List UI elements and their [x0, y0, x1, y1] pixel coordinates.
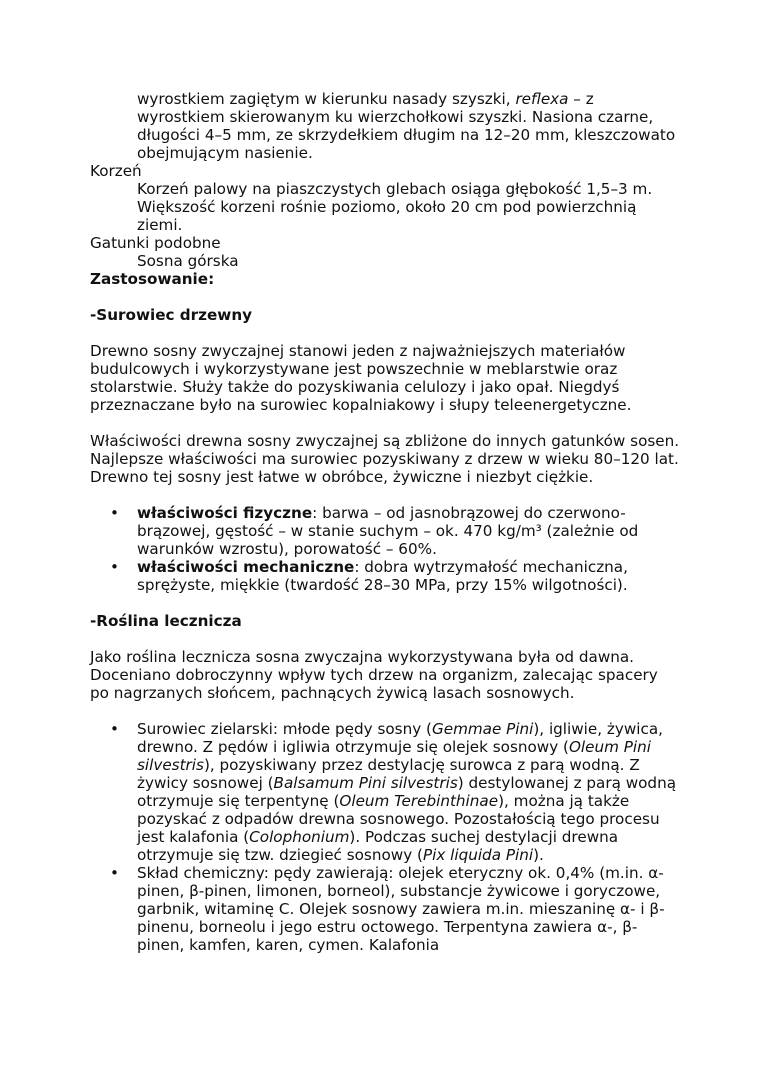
text-run: Surowiec zielarski: młode pędy sosny (	[137, 720, 432, 738]
italic-term: Oleum Terebinthinae	[339, 792, 499, 810]
similar-species-value: Sosna górska	[137, 252, 239, 270]
italic-term: reflexa	[515, 90, 569, 108]
usage-heading: Zastosowanie:	[90, 270, 215, 288]
spacer	[90, 414, 680, 432]
italic-term: Pix liquida Pini	[422, 846, 534, 864]
list-item	[90, 864, 680, 954]
root-description: Korzeń palowy na piaszczystych glebach osiąga głębokość 1,5–3 m. Większość korzeni rośnie poziomo, około 20 cm pod powierzchnią ziemi.	[137, 180, 653, 234]
medicinal-paragraph: Jako roślina lecznicza sosna zwyczajna wykorzystywana była od dawna. Doceniano dobroczynny wpływ tych drzew na organizm, zalecając spacery po nagrzanych słońcem, pachnących żywicą lasach sosnowych.	[90, 648, 658, 702]
list-item	[90, 558, 680, 594]
spacer	[90, 486, 680, 504]
cone-description-paragraph	[90, 90, 680, 162]
root-label: Korzeń	[90, 162, 142, 180]
document-page	[90, 90, 680, 954]
list-item-text: Skład chemiczny: pędy zawierają: olejek eteryczny ok. 0,4% (m.in. α-pinen, β-pinen, limonen, borneol), substancje żywicowe i goryczowe, garbnik, witaminę C. Olejek sosnowy zawiera m.in. mieszaninę α- i β-pinenu, borneolu i jego estru octowego. Terpentyna zawiera α-, β-pinen, kamfen, karen, cymen. Kalafonia	[137, 864, 665, 954]
italic-term: Gemmae Pini	[431, 720, 534, 738]
bullet-icon: •	[110, 720, 119, 738]
list-item-text: : barwa – od jasnobrązowej do czerwono-brązowej, gęstość – w stanie suchym – ok. 470 kg/m³ (zależnie od warunków wzrostu), porowatość – 60%.	[137, 504, 639, 558]
list-item-label: właściwości fizyczne	[137, 504, 313, 522]
text-run: – z wyrostkiem skierowanym ku wierzchołkowi szyszki. Nasiona czarne, długości 4–5 mm, ze skrzydełkiem długim na 12–20 mm, kleszczowato obejmującym nasienie.	[137, 90, 676, 162]
list-item	[90, 504, 680, 558]
italic-term: Colophonium	[249, 828, 350, 846]
spacer	[90, 324, 680, 342]
text-run: wyrostkiem zagiętym w kierunku nasady szyszki,	[137, 90, 516, 108]
text-run: ), można ją także pozyskać z odpadów drewna sosnowego. Pozostałością tego procesu jest kalafonia (	[137, 792, 660, 846]
spacer	[90, 630, 680, 648]
list-item-text: : dobra wytrzymałość mechaniczna, sprężyste, miękkie (twardość 28–30 MPa, przy 15% wilgotności).	[137, 558, 628, 594]
text-run: ), pozyskiwany przez destylację surowca z parą wodną. Z żywicy sosnowej (	[137, 756, 640, 792]
spacer	[90, 288, 680, 306]
italic-term: Oleum Pini silvestris	[137, 738, 651, 774]
spacer	[90, 594, 680, 612]
list-item-label: właściwości mechaniczne	[137, 558, 355, 576]
text-run: ) destylowanej z parą wodną otrzymuje się terpentynę (	[137, 774, 676, 810]
italic-term: Balsamum Pini silvestris	[273, 774, 458, 792]
medicinal-list	[90, 720, 680, 954]
bullet-icon: •	[110, 864, 119, 882]
timber-paragraph-1: Drewno sosny zwyczajnej stanowi jeden z najważniejszych materiałów budulcowych i wykorzystywane jest powszechnie w meblarstwie oraz stolarstwie. Służy także do pozyskiwania celulozy i jako opał. Niegdyś przeznaczane było na surowiec kopalniakowy i słupy teleenergetyczne.	[90, 342, 632, 414]
timber-heading: -Surowiec drzewny	[90, 306, 253, 324]
medicinal-heading: -Roślina lecznicza	[90, 612, 242, 630]
bullet-icon: •	[110, 504, 119, 522]
text-run: ). Podczas suchej destylacji drewna otrzymuje się tzw. dziegieć sosnowy (	[137, 828, 619, 864]
text-run: ), igliwie, żywica, drewno. Z pędów i igliwia otrzymuje się olejek sosnowy (	[137, 720, 663, 756]
timber-paragraph-2: Właściwości drewna sosny zwyczajnej są zbliżone do innych gatunków sosen. Najlepsze właściwości ma surowiec pozyskiwany z drzew w wieku 80–120 lat. Drewno tej sosny jest łatwe w obróbce, żywiczne i niezbyt ciężkie.	[90, 432, 680, 486]
text-run: ).	[533, 846, 544, 864]
bullet-icon: •	[110, 558, 119, 576]
similar-species-label: Gatunki podobne	[90, 234, 221, 252]
list-item	[90, 720, 680, 864]
spacer	[90, 702, 680, 720]
properties-list	[90, 504, 680, 594]
